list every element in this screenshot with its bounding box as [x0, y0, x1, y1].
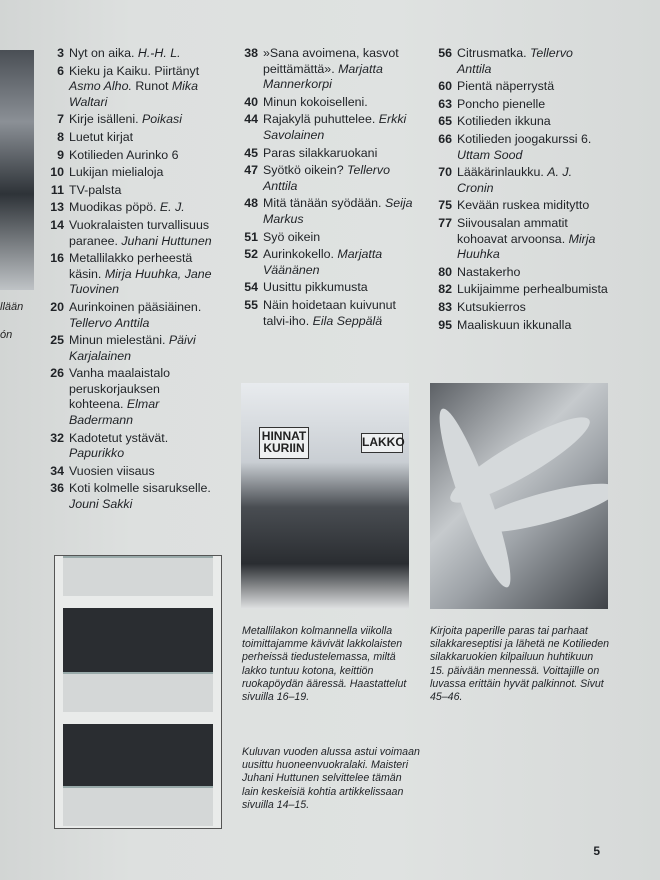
page-ref: 82 — [438, 282, 452, 297]
entry-title: Kutsukierros — [457, 299, 526, 314]
page-ref: 10 — [50, 165, 64, 180]
page-ref: 56 — [438, 46, 452, 60]
entry-author: Uttam Sood — [457, 147, 523, 162]
entry-title: Kotilieden Aurinko 6 — [69, 147, 179, 162]
entry-title: Minun kokoiselleni. — [263, 94, 368, 109]
entry-title: Vuosien viisaus — [69, 463, 155, 478]
contents-entry — [430, 216, 610, 263]
contents-entry — [430, 165, 610, 196]
entry-title: Maaliskuun ikkunalla — [457, 317, 572, 332]
contents-entry — [430, 114, 610, 130]
entry-author: Poikasi — [142, 112, 182, 127]
protest-caption: Metallilakon kolmannella viikolla toimittajamme kävivät lakkolaisten perheissä tiedustelemassa, miltä lakko tuntuu kotona, keittiön ruokapöydän ääressä. Haastattelut sivuilla 16–19. — [242, 625, 407, 704]
entry-title: Vanha maalaistalo peruskorjauksen kohteena. Elmar Badermann — [69, 366, 171, 428]
page-ref: 8 — [57, 129, 64, 144]
entry-title: Kirje isälleni. Poikasi — [69, 112, 182, 127]
strike-protest-photo — [241, 383, 409, 609]
protest-sign-hinnat: HINNAT KURIIN — [259, 427, 309, 459]
page-ref: 3 — [57, 46, 64, 60]
contents-entry — [236, 46, 414, 93]
entry-author: Tellervo Anttila — [263, 163, 390, 193]
entry-author: H.-H. L. — [137, 46, 181, 60]
contents-entry — [40, 165, 212, 181]
entry-title: Lääkärinlaukku. A. J. Cronin — [457, 165, 573, 195]
page-ref: 16 — [50, 251, 64, 266]
contents-entry — [40, 481, 212, 512]
entry-title: Kotilieden ikkuna — [457, 114, 551, 129]
contents-entry — [236, 298, 414, 329]
entry-author: Eila Seppälä — [312, 313, 383, 328]
entry-author: Jouni Sakki — [69, 497, 133, 512]
page-ref: 14 — [50, 217, 64, 232]
entry-title: Näin hoidetaan kuivunut talvi-iho. Eila Seppälä — [263, 297, 396, 328]
page-ref: 83 — [438, 299, 452, 314]
contents-entry — [430, 132, 610, 163]
contents-entry — [430, 265, 610, 281]
page-ref: 32 — [50, 430, 64, 445]
page-ref: 34 — [50, 463, 64, 478]
contents-entry — [40, 183, 212, 199]
entry-author: Asmo Alho. — [69, 79, 132, 94]
contents-entry — [40, 200, 212, 216]
building-caption: Kuluvan vuoden alussa astui voimaan uusittu huoneenvuokralaki. Maisteri Juhani Huttunen selvittelee tämän lain keskeisiä kohtia artikkelissaan sivuilla 14–15. — [242, 746, 420, 811]
page-ref: 54 — [244, 280, 258, 295]
entry-title: Uusittu pikkumusta — [263, 280, 368, 295]
page-ref: 66 — [438, 131, 452, 146]
contents-entry — [236, 112, 414, 143]
entry-title: Nastakerho — [457, 264, 521, 279]
contents-entry — [40, 464, 212, 480]
contents-entry — [430, 282, 610, 298]
page-ref: 9 — [57, 147, 64, 162]
entry-title: Paras silakkaruokani — [263, 145, 378, 160]
page-ref: 25 — [50, 333, 64, 348]
contents-entry — [40, 431, 212, 462]
entry-title: Kieku ja Kaiku. Piirtänyt Asmo Alho. Runot Mika Waltari — [69, 63, 200, 109]
page-ref: 48 — [244, 196, 258, 211]
contents-entry — [236, 163, 414, 194]
page-ref: 13 — [50, 200, 64, 215]
contents-entry — [430, 198, 610, 214]
entry-title: Minun mielestäni. Päivi Karjalainen — [69, 333, 196, 363]
page-ref: 38 — [244, 46, 258, 60]
contents-entry — [40, 130, 212, 146]
contents-entry — [430, 300, 610, 316]
protest-sign-lakko: LAKKO — [361, 433, 403, 453]
entry-title: Luetut kirjat — [69, 129, 134, 144]
page-ref: 26 — [50, 366, 64, 381]
entry-author: Papurikko — [69, 446, 125, 461]
entry-title: Poncho pienelle — [457, 96, 546, 111]
page-number: 5 — [593, 844, 600, 858]
entry-title: Syö oikein — [263, 229, 321, 244]
page-ref: 65 — [438, 114, 452, 129]
contents-entry — [40, 46, 212, 62]
entry-title: Kevään ruskea miditytto — [457, 198, 590, 213]
contents-column-1 — [40, 46, 212, 515]
page-ref: 60 — [438, 79, 452, 94]
entry-author: Mirja Huuhka — [457, 231, 596, 262]
entry-author: Juhani Huttunen — [121, 233, 212, 248]
contents-column-2 — [236, 46, 414, 331]
page-ref: 77 — [438, 215, 452, 230]
entry-title: TV-palsta — [69, 182, 122, 197]
herring-caption: Kirjoita paperille paras tai parhaat silakkareseptisi ja lähetä ne Kotilieden silakkaruokien kilpailuun huhtikuun 15. päivään mennessä. Voittajille on luvassa erittäin hyvät palkinnot. Sivut 45–46. — [430, 625, 610, 704]
entry-author: Erkki Savolainen — [263, 112, 407, 142]
entry-title: Lukijaimme perhealbumista — [457, 282, 608, 297]
contents-entry — [40, 64, 212, 111]
contents-entry — [236, 247, 414, 278]
entry-author: Päivi Karjalainen — [69, 333, 196, 363]
contents-entry — [236, 280, 414, 296]
entry-title: Mitä tänään syödään. Seija Markus — [263, 196, 413, 226]
page-ref: 70 — [438, 165, 452, 180]
entry-title: Rajakylä puhuttelee. Erkki Savolainen — [263, 112, 407, 142]
entry-author: Marjatta Väänänen — [263, 247, 383, 277]
entry-title: Metallilakko perheestä käsin. Mirja Huuhka, Jane Tuovinen — [69, 251, 212, 297]
left-edge-photo — [0, 50, 34, 290]
page-ref: 7 — [57, 112, 64, 127]
contents-entry — [236, 146, 414, 162]
contents-entry — [40, 366, 212, 428]
page-ref: 51 — [244, 229, 258, 244]
contents-entry — [236, 196, 414, 227]
contents-entry — [430, 97, 610, 113]
apartment-building-photo — [54, 555, 222, 829]
entry-author: Seija Markus — [263, 196, 413, 226]
page-ref: 80 — [438, 264, 452, 279]
entry-title: Pientä näperrystä — [457, 79, 555, 94]
entry-title: Vuokralaisten turvallisuus paranee. Juhani Huttunen — [69, 217, 212, 248]
entry-title: Siivousalan ammatit kohoavat arvoonsa. Mirja Huuhka — [457, 215, 596, 262]
entry-title: Aurinkokello. Marjatta Väänänen — [263, 247, 383, 277]
entry-title: Lukijan mielialoja — [69, 165, 164, 180]
contents-entry — [236, 230, 414, 246]
entry-author: Mika Waltari — [69, 79, 199, 109]
page-ref: 20 — [50, 299, 64, 314]
contents-entry — [430, 46, 610, 77]
page-ref: 36 — [50, 481, 64, 496]
page-ref: 95 — [438, 317, 452, 332]
contents-entry — [40, 112, 212, 128]
entry-author: A. J. Cronin — [457, 165, 573, 195]
contents-entry — [40, 333, 212, 364]
page-ref: 63 — [438, 96, 452, 111]
herring-photo — [430, 383, 608, 609]
page-ref: 44 — [244, 112, 258, 127]
entry-author: Marjatta Mannerkorpi — [263, 61, 383, 92]
page-ref: 47 — [244, 163, 258, 178]
entry-title: Muodikas pöpö. E. J. — [69, 200, 185, 215]
entry-author: Tellervo Anttila — [69, 315, 150, 330]
page-ref: 40 — [244, 94, 258, 109]
page-ref: 6 — [57, 63, 64, 78]
entry-title: Nyt on aika. H.-H. L. — [69, 46, 181, 60]
contents-entry — [430, 79, 610, 95]
entry-author: E. J. — [159, 200, 185, 215]
contents-entry — [236, 95, 414, 111]
contents-entry — [40, 148, 212, 164]
entry-title: Aurinkoinen pääsiäinen. Tellervo Anttila — [69, 299, 202, 330]
entry-title: Citrusmatka. Tellervo Anttila — [457, 46, 573, 76]
page-ref: 75 — [438, 198, 452, 213]
contents-entry — [40, 251, 212, 298]
entry-title: Kotilieden joogakurssi 6. Uttam Sood — [457, 131, 592, 162]
entry-author: Elmar Badermann — [69, 397, 160, 428]
contents-entry — [40, 218, 212, 249]
entry-author: Tellervo Anttila — [457, 46, 573, 76]
page-ref: 11 — [50, 182, 64, 197]
entry-title: »Sana avoimena, kasvot peittämättä». Marjatta Mannerkorpi — [263, 46, 399, 92]
contents-entry — [430, 318, 610, 334]
entry-title: Kadotetut ystävät. Papurikko — [69, 430, 169, 461]
contents-entry — [40, 300, 212, 331]
entry-title: Syötkö oikein? Tellervo Anttila — [263, 163, 390, 193]
page-ref: 55 — [244, 297, 258, 312]
left-edge-caption: llään ón — [0, 301, 24, 341]
page-ref: 52 — [244, 247, 258, 262]
entry-title: Koti kolmelle sisarukselle. Jouni Sakki — [69, 481, 211, 512]
contents-column-3 — [430, 46, 610, 335]
entry-author: Mirja Huuhka, Jane Tuovinen — [69, 266, 212, 297]
page-ref: 45 — [244, 145, 258, 160]
